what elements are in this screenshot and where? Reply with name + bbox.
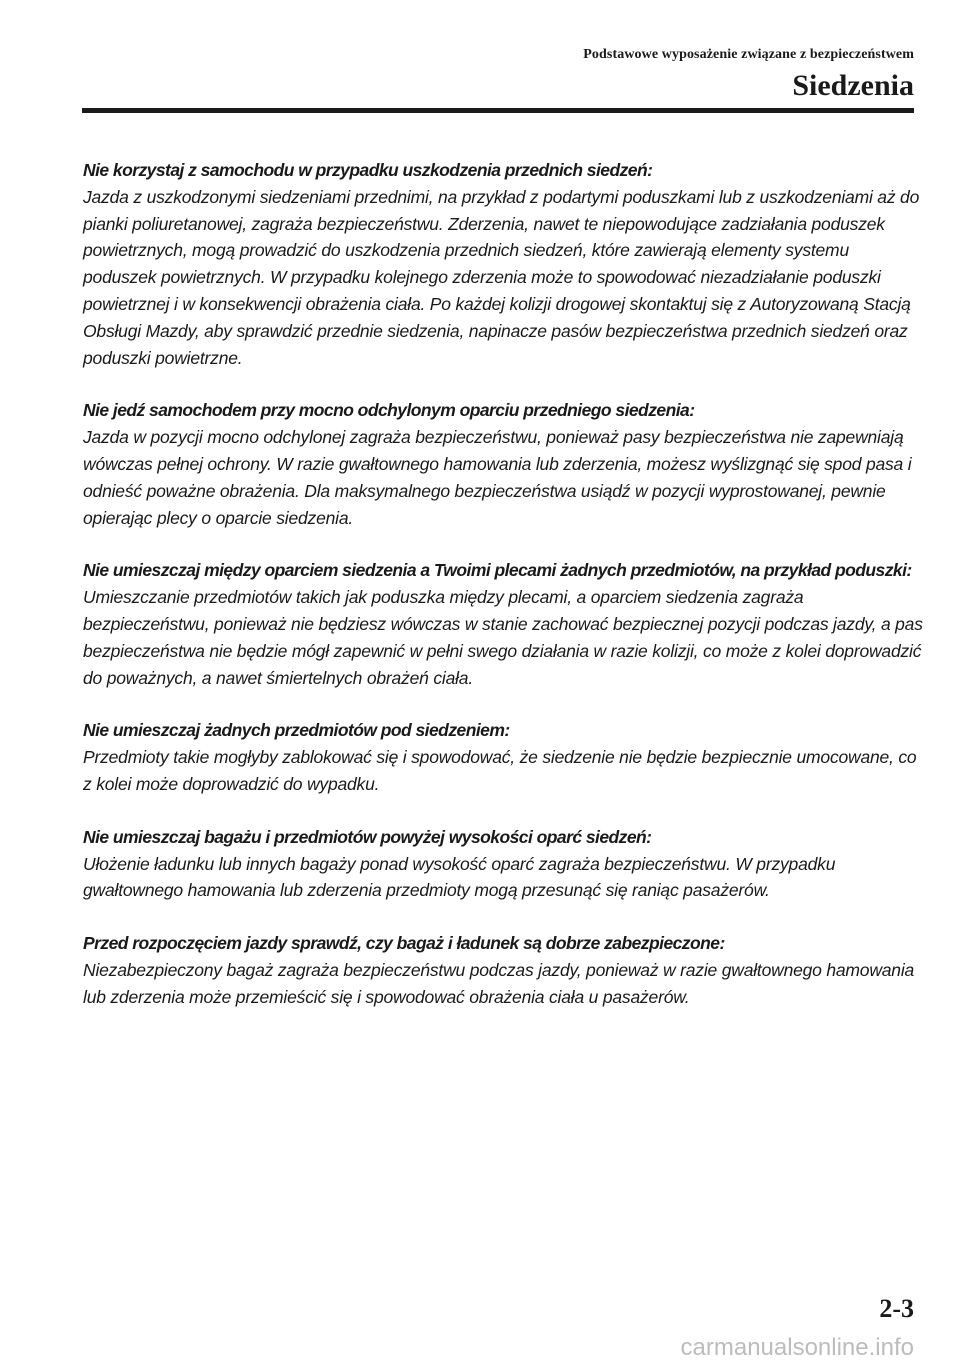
warning-block [83,157,923,371]
chapter-title: Podstawowe wyposażenie związane z bezpieczeństwem [583,47,914,62]
header-divider [82,108,914,113]
page-number: 2-3 [879,1294,914,1323]
warning-block [83,824,923,904]
warning-block [83,557,923,691]
warning-text: Jazda w pozycji mocno odchylonej zagraża bezpieczeństwu, ponieważ pasy bezpieczeństwa nie zapewniają wówczas pełnej ochrony. W razie gwałtownego hamowania lub zderzenia, możesz wyślizgnąć się spod pasa i odnieść poważne obrażenia. Dla maksymalnego bezpieczeństwa usiądź w pozycji wyprostowanej, pewnie opierając plecy o oparcie siedzenia. [83,427,912,528]
warning-block [83,717,923,797]
warning-heading: Przed rozpoczęciem jazdy sprawdź, czy bagaż i ładunek są dobrze zabezpieczone: [83,933,725,954]
warning-text: Umieszczanie przedmiotów takich jak poduszka między plecami, a oparciem siedzenia zagraża bezpieczeństwu, ponieważ nie będziesz wówczas w stanie zachować bezpiecznej pozycji podczas jazdy, a pas bezpieczeństwa nie będzie mógł zapewnić w pełni swego działania w razie kolizji, co może z kolei doprowadzić do poważnych, a nawet śmiertelnych obrażeń ciała. [83,587,923,688]
warning-heading: Nie umieszczaj między oparciem siedzenia a Twoimi plecami żadnych przedmiotów, na przykład poduszki: [83,560,912,581]
warning-block [83,930,923,1010]
warning-heading: Nie umieszczaj bagażu i przedmiotów powyżej wysokości oparć siedzeń: [83,826,652,847]
section-title: Siedzenia [792,69,914,102]
warning-heading: Nie korzystaj z samochodu w przypadku uszkodzenia przednich siedzeń: [83,160,653,180]
warning-text: Przedmioty takie mogłyby zablokować się i spowodować, że siedzenie nie będzie bezpiecznie umocowane, co z kolei może doprowadzić do wypadku. [83,747,917,794]
warning-block [83,397,923,531]
warning-text: Jazda z uszkodzonymi siedzeniami przednimi, na przykład z podartymi poduszkami lub z uszkodzeniami aż do pianki poliuretanowej, zagraża bezpieczeństwu. Zderzenia, nawet te niepowodujące zadziałania poduszek powietrznych, mogą prowadzić do uszkodzenia przednich siedzeń, które zawierają elementy systemu poduszek powietrznych. W przypadku kolejnego zderzenia może to spowodować niezadziałanie poduszki powietrznej i w konsekwencji obrażenia ciała. Po każdej kolizji drogowej skontaktuj się z Autoryzowaną Stacją Obsługi Mazdy, aby sprawdzić przednie siedzenia, napinacze pasów bezpieczeństwa przednich siedzeń oraz poduszki powietrzne. [83,186,920,368]
warning-text: Ułożenie ładunku lub innych bagaży ponad wysokość oparć zagraża bezpieczeństwu. W przypadku gwałtownego hamowania lub zderzenia przedmioty mogą przesunąć się raniąc pasażerów. [83,853,836,901]
warning-heading: Nie jedź samochodem przy mocno odchylonym oparciu przedniego siedzenia: [83,400,695,421]
page-header [583,46,914,104]
warning-heading: Nie umieszczaj żadnych przedmiotów pod siedzeniem: [83,720,510,741]
warning-content [83,157,923,1037]
watermark: carmanualsonline.info [680,1334,914,1361]
warning-text: Niezabezpieczony bagaż zagraża bezpieczeństwu podczas jazdy, ponieważ w razie gwałtownego hamowania lub zderzenia może przemieścić się i spowodować obrażenia ciała u pasażerów. [83,959,915,1007]
